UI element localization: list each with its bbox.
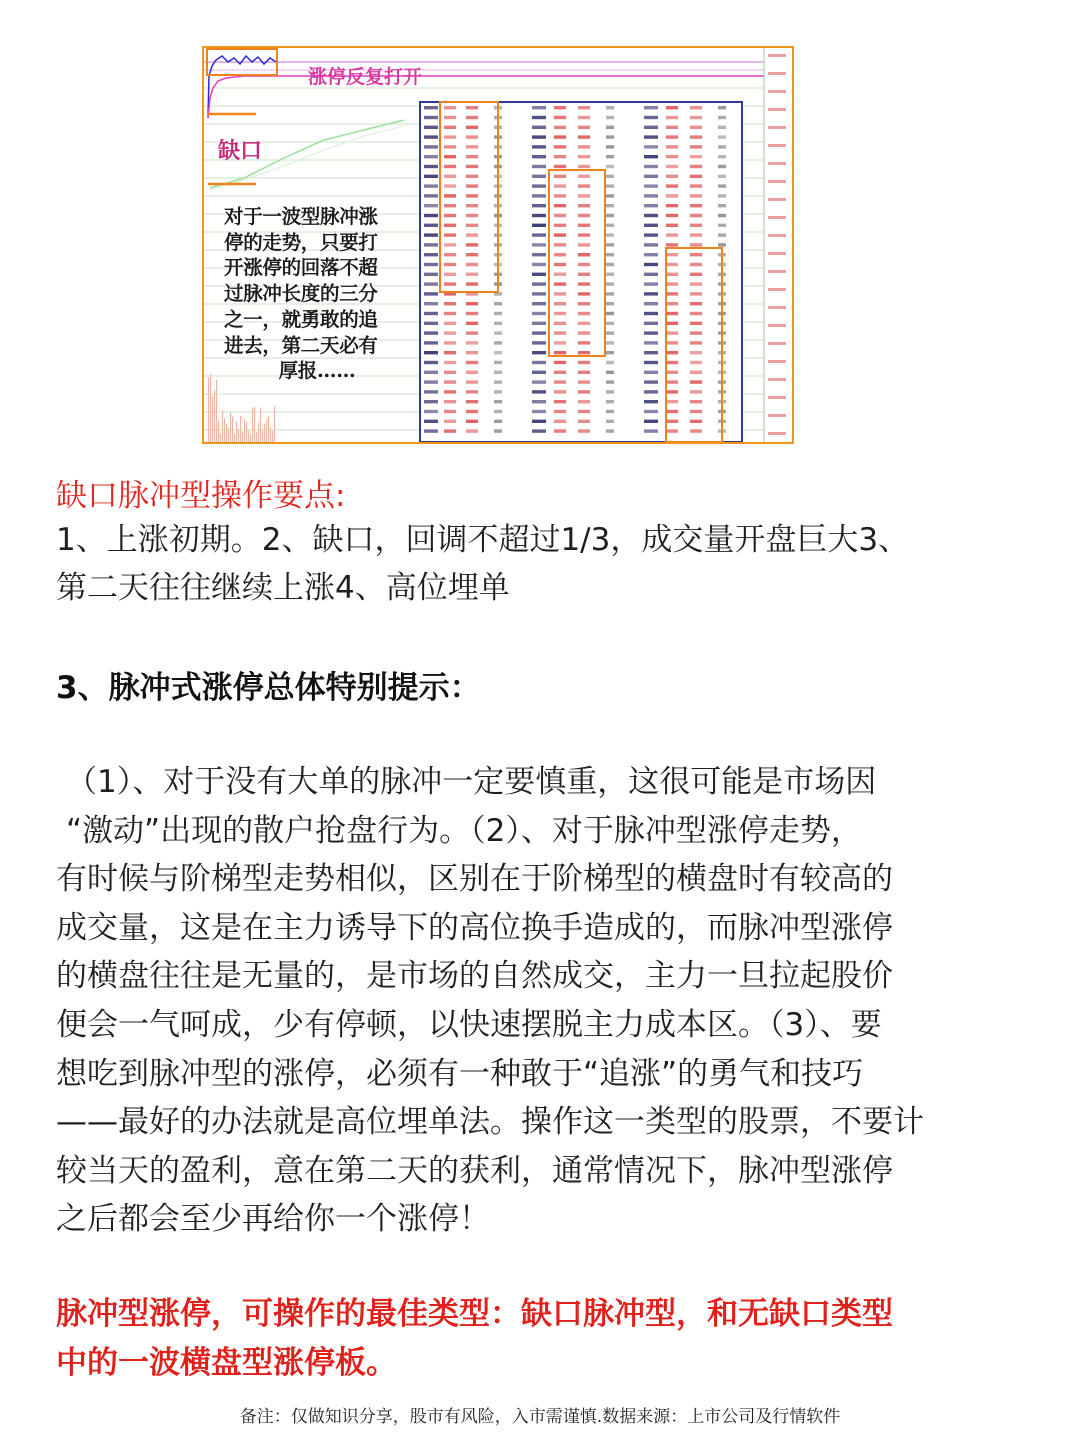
body-text bbox=[56, 758, 924, 1244]
points-line: 第二天往往继续上涨4、高位埋单 bbox=[56, 570, 510, 606]
conclusion-line: 中的一波横盘型涨停板。 bbox=[56, 1345, 397, 1381]
gap-label: 缺口 bbox=[218, 138, 263, 164]
desc-line: 开涨停的回落不超 bbox=[224, 256, 378, 280]
desc-line: 之一，就勇敢的追 bbox=[224, 307, 378, 331]
desc-line-end: 厚报…… bbox=[278, 359, 356, 383]
body-line: 之后都会至少再给你一个涨停！ bbox=[56, 1201, 490, 1238]
limit-reopen-label: 涨停反复打开 bbox=[308, 66, 423, 88]
body-line: 便会一气呵成，少有停顿，以快速摆脱主力成本区。（3）、要 bbox=[56, 1006, 882, 1043]
conclusion bbox=[56, 1290, 893, 1388]
body-line: 成交量，这是在主力诱导下的高位换手造成的，而脉冲型涨停 bbox=[56, 909, 893, 946]
body-line: 有时候与阶梯型走势相似，区别在于阶梯型的横盘时有较高的 bbox=[56, 861, 893, 898]
points-line: 1、上涨初期。2、缺口，回调不超过1/3，成交量开盘巨大3、 bbox=[56, 522, 910, 558]
desc-line: 进去，第二天必有 bbox=[224, 333, 378, 357]
desc-line: 对于一波型脉冲涨 bbox=[224, 205, 378, 228]
body-line: “激动”出现的散户抢盘行为。（2）、对于脉冲型涨停走势， bbox=[66, 812, 862, 849]
body-line: ——最好的办法就是高位埋单法。操作这一类型的股票，不要计 bbox=[56, 1104, 924, 1141]
key-points bbox=[56, 516, 909, 612]
body-line: 较当天的盈利，意在第二天的获利，通常情况下，脉冲型涨停 bbox=[56, 1152, 893, 1189]
footnote: 备注：仅做知识分享，股市有风险，入市需谨慎.数据来源：上市公司及行情软件 bbox=[239, 1407, 841, 1427]
body-line: （1）、对于没有大单的脉冲一定要慎重，这很可能是市场因 bbox=[66, 764, 877, 800]
stock-chart-figure bbox=[202, 46, 794, 444]
body-line: 的横盘往往是无量的，是市场的自然成交，主力一旦拉起股价 bbox=[56, 958, 893, 995]
heading-3: 3、脉冲式涨停总体特别提示： bbox=[56, 670, 481, 706]
conclusion-line: 脉冲型涨停，可操作的最佳类型：缺口脉冲型，和无缺口类型 bbox=[56, 1296, 893, 1332]
desc-line: 过脉冲长度的三分 bbox=[224, 282, 378, 306]
body-line: 想吃到脉冲型的涨停，必须有一种敢于“追涨”的勇气和技巧 bbox=[56, 1055, 864, 1092]
chart-description bbox=[224, 204, 410, 384]
section-title: 缺口脉冲型操作要点: bbox=[56, 478, 346, 514]
desc-line: 停的走势，只要打 bbox=[224, 230, 378, 254]
